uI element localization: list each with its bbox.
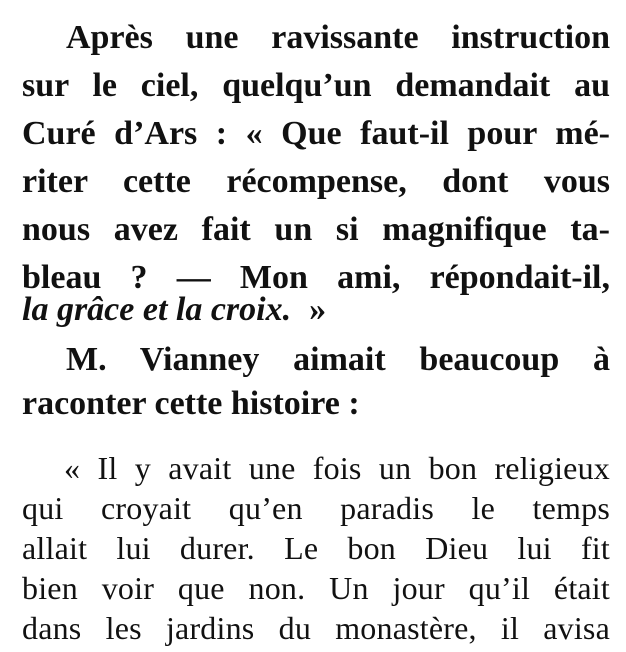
- text-line: [22, 286, 402, 334]
- text-line: « Il y avait une fois un bon religieux: [64, 450, 610, 486]
- text-line: dans les jardins du monastère, il avisa: [22, 610, 610, 646]
- italic-phrase: la grâce et la croix.: [22, 291, 292, 328]
- text-line: raconter cette histoire :: [22, 385, 360, 422]
- text-line: bleau ? — Mon ami, répondait-il,: [22, 259, 610, 296]
- text-line: allait lui durer. Le bon Dieu lui fit: [22, 530, 610, 566]
- closing-quote: »: [309, 291, 327, 328]
- text-line: Après une ravissante instruction: [66, 19, 610, 56]
- text-line: qui croyait qu’en paradis le temps: [22, 490, 610, 526]
- text-line: Curé d’Ars : « Que faut-il pour mé-: [22, 115, 610, 152]
- text-line: M. Vianney aimait beaucoup à: [66, 341, 610, 378]
- text-line: bien voir que non. Un jour qu’il était: [22, 570, 610, 606]
- text-line: nous avez fait un si magnifique ta-: [22, 211, 610, 248]
- text-line: sur le ciel, quelqu’un demandait au: [22, 67, 610, 104]
- text-line: riter cette récompense, dont vous: [22, 163, 610, 200]
